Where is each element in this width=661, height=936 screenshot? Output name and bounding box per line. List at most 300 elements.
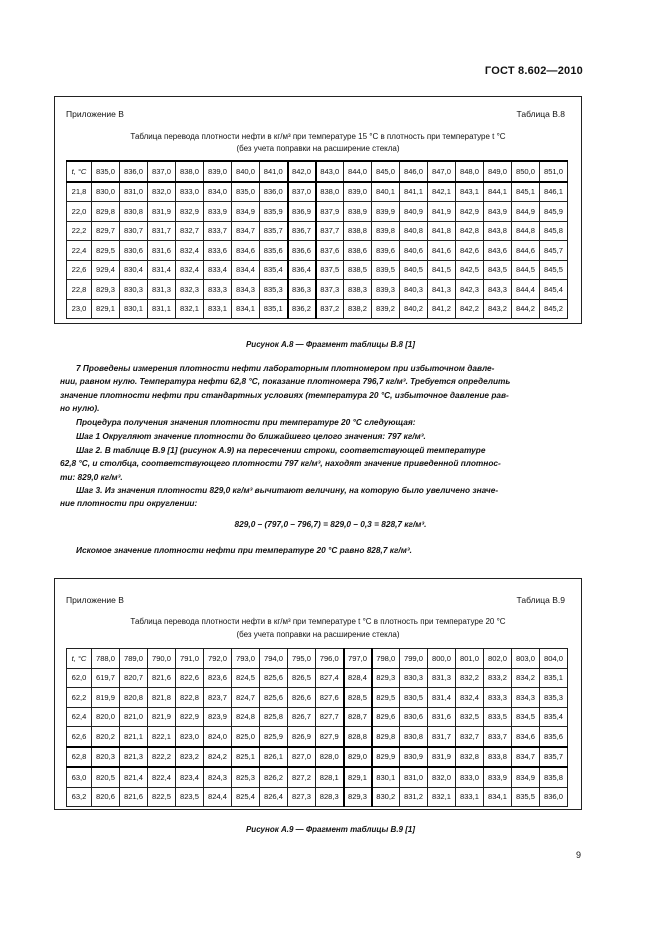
table-cell: 839,2: [372, 299, 400, 319]
table-cell: 840,2: [400, 299, 428, 319]
table-cell: 828,8: [344, 727, 372, 747]
table-cell: 829,5: [92, 241, 120, 261]
table-header-cell: 846,0: [400, 161, 428, 182]
table-header-cell: 849,0: [484, 161, 512, 182]
table-cell: 830,6: [120, 241, 148, 261]
table-cell: 843,6: [484, 241, 512, 261]
table-cell: 831,6: [428, 707, 456, 727]
text-line: 62,8 °С, и столбца, соответствующего плотности 797 кг/м³, находят значение приведенной плотнос-: [60, 458, 501, 469]
table-cell: 832,0: [148, 182, 176, 202]
table-cell: 824,3: [204, 767, 232, 787]
table-cell: 929,4: [92, 260, 120, 280]
table-cell: 845,1: [512, 182, 540, 202]
table-cell: 827,3: [288, 787, 316, 807]
table-cell: 838,9: [344, 202, 372, 222]
paragraph-7: [60, 362, 581, 415]
table-cell: 820,0: [92, 707, 120, 727]
table-row: [67, 668, 568, 688]
table-cell: 835,6: [260, 241, 288, 261]
table-cell: 833,2: [484, 668, 512, 688]
table-cell: 826,1: [260, 747, 288, 768]
figure-title: Рисунок А.8 — Фрагмент таблицы В.8 [1]: [245, 340, 416, 349]
table-cell: 826,9: [288, 727, 316, 747]
table-cell: 22,2: [67, 221, 92, 241]
table-cell: 833,4: [204, 260, 232, 280]
table-cell: 831,9: [428, 747, 456, 768]
table-cell: 841,3: [428, 280, 456, 300]
table-cell: 832,5: [456, 707, 484, 727]
table-cell: 846,1: [540, 182, 568, 202]
table-header-cell: 802,0: [484, 649, 512, 669]
table-cell: 833,8: [484, 747, 512, 768]
table-cell: 832,7: [456, 727, 484, 747]
table-cell: 821,6: [120, 787, 148, 807]
table-cell: 836,3: [288, 280, 316, 300]
table-cell: 819,9: [92, 688, 120, 708]
table-cell: 842,9: [456, 202, 484, 222]
table-cell: 842,5: [456, 260, 484, 280]
table-cell: 843,8: [484, 221, 512, 241]
table-cell: 831,9: [148, 202, 176, 222]
table-cell: 829,1: [344, 767, 372, 787]
table-cell: 831,0: [120, 182, 148, 202]
table-cell: 838,5: [344, 260, 372, 280]
table-cell: 836,2: [288, 299, 316, 319]
table-cell: 841,9: [428, 202, 456, 222]
table-row: [67, 299, 568, 319]
table-cell: 844,9: [512, 202, 540, 222]
table-cell: 836,0: [260, 182, 288, 202]
appendix-label: Приложение В: [66, 595, 124, 605]
table-cell: 842,2: [456, 299, 484, 319]
table-cell: 831,6: [148, 241, 176, 261]
table-cell: 843,9: [484, 202, 512, 222]
table-header-cell: 841,0: [260, 161, 288, 182]
table-header-row: [67, 649, 568, 669]
table-cell: 843,3: [484, 280, 512, 300]
table-cell: 823,5: [176, 787, 204, 807]
table-cell: 829,5: [372, 688, 400, 708]
text-line: Процедура получения значения плотности при температуре 20 °С следующая:: [76, 417, 416, 427]
table-cell: 834,9: [232, 202, 260, 222]
table-cell: 828,7: [344, 707, 372, 727]
table-row: [67, 260, 568, 280]
table-row: [67, 747, 568, 768]
table-cell: 831,3: [148, 280, 176, 300]
table-header-cell: 803,0: [512, 649, 540, 669]
table-cell: 835,4: [260, 260, 288, 280]
table-cell: 831,0: [400, 767, 428, 787]
table-cell: 838,3: [344, 280, 372, 300]
table-cell: 835,1: [260, 299, 288, 319]
table-header-cell: 851,0: [540, 161, 568, 182]
table-cell: 838,6: [344, 241, 372, 261]
table-cell: 21,8: [67, 182, 92, 202]
table-cell: 833,5: [484, 707, 512, 727]
density-table-b9: [66, 648, 568, 807]
table-cell: 831,4: [148, 260, 176, 280]
table-cell: 828,4: [344, 668, 372, 688]
table-cell: 824,5: [232, 668, 260, 688]
table-cell: 833,3: [204, 280, 232, 300]
table-cell: 836,4: [288, 260, 316, 280]
table-cell: 820,7: [120, 668, 148, 688]
table-cell: 837,3: [316, 280, 344, 300]
table-cell: 844,5: [512, 260, 540, 280]
table-cell: 834,0: [204, 182, 232, 202]
table-cell: 822,8: [176, 688, 204, 708]
table-cell: 829,3: [344, 787, 372, 807]
table-cell: 832,7: [176, 221, 204, 241]
table-cell: 22,0: [67, 202, 92, 222]
table-header-cell: 795,0: [288, 649, 316, 669]
table-cell: 822,9: [176, 707, 204, 727]
table-cell: 832,0: [428, 767, 456, 787]
table-header-row: [67, 161, 568, 182]
table-header-cell: 790,0: [148, 649, 176, 669]
table-cell: 826,6: [288, 688, 316, 708]
table-header-cell: 799,0: [400, 649, 428, 669]
table-cell: 821,6: [148, 668, 176, 688]
table-cell: 821,0: [120, 707, 148, 727]
table-header-cell: 789,0: [120, 649, 148, 669]
table-cell: 826,2: [260, 767, 288, 787]
table-cell: 836,9: [288, 202, 316, 222]
table-cell: 841,8: [428, 221, 456, 241]
table-row: [67, 707, 568, 727]
text-line: но нулю).: [60, 402, 100, 413]
table-cell: 820,2: [92, 727, 120, 747]
table-header-cell: 800,0: [428, 649, 456, 669]
table-row: [67, 202, 568, 222]
table-cell: 22,8: [67, 280, 92, 300]
table-row: [67, 280, 568, 300]
result-paragraph: [60, 544, 581, 557]
table-row: [67, 688, 568, 708]
table-cell: 836,6: [288, 241, 316, 261]
table-cell: 837,0: [288, 182, 316, 202]
table-cell: 821,3: [120, 747, 148, 768]
table-cell: 833,9: [204, 202, 232, 222]
table-cell: 835,5: [512, 787, 540, 807]
table-cell: 833,1: [204, 299, 232, 319]
table-header-cell: 794,0: [260, 649, 288, 669]
table-header-cell: 845,0: [372, 161, 400, 182]
table-header-cell: t, °С: [67, 161, 92, 182]
table-cell: 829,6: [372, 707, 400, 727]
density-table-b8: [66, 160, 568, 319]
table-cell: 827,7: [316, 707, 344, 727]
table-cell: 827,6: [316, 688, 344, 708]
table-label: Таблица В.8: [516, 109, 565, 119]
table-cell: 820,8: [120, 688, 148, 708]
table-cell: 62,0: [67, 668, 92, 688]
table-cell: 840,5: [400, 260, 428, 280]
table-cell: 821,8: [148, 688, 176, 708]
table-cell: 843,5: [484, 260, 512, 280]
text-line: 7 Проведены измерения плотности нефти лабораторным плотномером при избыточном давле-: [76, 363, 495, 373]
table-cell: 830,1: [372, 767, 400, 787]
table-label: Таблица В.9: [516, 595, 565, 605]
table-cell: 833,6: [204, 241, 232, 261]
table-cell: 834,7: [512, 747, 540, 768]
table-cell: 835,6: [540, 727, 568, 747]
text-line: нии, равном нулю. Температура нефти 62,8 °С, показание плотномера 796,7 кг/м³. Требуется определить: [60, 376, 511, 387]
table-caption-note: (без учета поправки на расширение стекла): [236, 630, 400, 639]
table-cell: 837,5: [316, 260, 344, 280]
table-cell: 825,6: [260, 688, 288, 708]
table-cell: 831,7: [428, 727, 456, 747]
table-cell: 832,4: [176, 241, 204, 261]
table-caption: Таблица перевода плотности нефти в кг/м³ при температуре 15 °С в плотность при температуре t °С: [130, 132, 506, 141]
table-row: [67, 241, 568, 261]
table-cell: 840,3: [400, 280, 428, 300]
table-cell: 835,3: [260, 280, 288, 300]
table-cell: 823,7: [204, 688, 232, 708]
figure-title: Рисунок А.9 — Фрагмент таблицы В.9 [1]: [245, 825, 416, 834]
table-cell: 836,0: [540, 787, 568, 807]
table-cell: 831,2: [400, 787, 428, 807]
table-cell: 832,1: [428, 787, 456, 807]
table-cell: 828,1: [316, 767, 344, 787]
table-cell: 834,6: [232, 241, 260, 261]
table-cell: 63,0: [67, 767, 92, 787]
table-cell: 834,5: [512, 707, 540, 727]
table-cell: 820,3: [92, 747, 120, 768]
table-cell: 837,9: [316, 202, 344, 222]
table-cell: 834,1: [232, 299, 260, 319]
table-cell: 829,7: [92, 221, 120, 241]
table-cell: 825,6: [260, 668, 288, 688]
table-cell: 838,0: [316, 182, 344, 202]
table-header-cell: 801,0: [456, 649, 484, 669]
table-cell: 822,2: [148, 747, 176, 768]
table-cell: 845,2: [540, 299, 568, 319]
table-cell: 835,3: [540, 688, 568, 708]
table-cell: 842,8: [456, 221, 484, 241]
table-cell: 841,2: [428, 299, 456, 319]
table-cell: 824,8: [232, 707, 260, 727]
table-cell: 834,1: [484, 787, 512, 807]
table-row: [67, 767, 568, 787]
paragraph-step2: [60, 444, 581, 484]
table-cell: 843,2: [484, 299, 512, 319]
table-cell: 829,8: [92, 202, 120, 222]
table-cell: 22,4: [67, 241, 92, 261]
table-cell: 837,6: [316, 241, 344, 261]
table-header-cell: 842,0: [288, 161, 316, 182]
table-cell: 823,6: [204, 668, 232, 688]
table-cell: 830,4: [120, 260, 148, 280]
table-cell: 838,8: [344, 221, 372, 241]
text-line: Искомое значение плотности нефти при температуре 20 °С равно 828,7 кг/м³.: [76, 545, 412, 555]
table-cell: 835,7: [260, 221, 288, 241]
text-line: ти: 829,0 кг/м³.: [60, 471, 123, 482]
table-cell: 845,7: [540, 241, 568, 261]
page-number: 9: [575, 850, 581, 860]
table-cell: 826,5: [288, 668, 316, 688]
table-header-cell: 844,0: [344, 161, 372, 182]
table-cell: 830,6: [400, 707, 428, 727]
table-cell: 825,1: [232, 747, 260, 768]
table-cell: 845,9: [540, 202, 568, 222]
table-header-cell: 850,0: [512, 161, 540, 182]
table-header-cell: 804,0: [540, 649, 568, 669]
table-header-cell: t, °С: [67, 649, 92, 669]
table-cell: 825,4: [232, 787, 260, 807]
paragraph-step3: [60, 484, 581, 511]
table-header-cell: 798,0: [372, 649, 400, 669]
table-cell: 834,7: [232, 221, 260, 241]
formula: 829,0 – (797,0 – 796,7) = 829,0 – 0,3 = 828,7 кг/м³.: [234, 519, 427, 529]
table-cell: 829,8: [372, 727, 400, 747]
table-cell: 822,4: [148, 767, 176, 787]
table-cell: 844,1: [484, 182, 512, 202]
table-cell: 844,4: [512, 280, 540, 300]
table-cell: 22,6: [67, 260, 92, 280]
table-cell: 824,7: [232, 688, 260, 708]
table-cell: 834,4: [232, 260, 260, 280]
table-cell: 844,8: [512, 221, 540, 241]
table-cell: 827,2: [288, 767, 316, 787]
table-cell: 825,3: [232, 767, 260, 787]
table-cell: 832,4: [176, 260, 204, 280]
figure-a8: [54, 96, 582, 324]
table-cell: 843,1: [456, 182, 484, 202]
table-header-cell: 847,0: [428, 161, 456, 182]
table-cell: 833,9: [484, 767, 512, 787]
table-cell: 834,6: [512, 727, 540, 747]
table-cell: 830,2: [372, 787, 400, 807]
table-cell: 822,5: [148, 787, 176, 807]
table-cell: 834,2: [512, 668, 540, 688]
table-cell: 829,3: [372, 668, 400, 688]
table-cell: 834,3: [512, 688, 540, 708]
table-cell: 833,0: [176, 182, 204, 202]
table-cell: 841,5: [428, 260, 456, 280]
table-cell: 832,8: [456, 747, 484, 768]
table-header-cell: 793,0: [232, 649, 260, 669]
paragraph-procedure: [60, 416, 581, 429]
table-cell: 828,5: [344, 688, 372, 708]
table-cell: 831,1: [148, 299, 176, 319]
table-cell: 827,4: [316, 668, 344, 688]
table-cell: 826,7: [288, 707, 316, 727]
table-cell: 831,7: [148, 221, 176, 241]
paragraph-step1: [60, 430, 581, 443]
table-cell: 832,4: [456, 688, 484, 708]
table-cell: 824,0: [204, 727, 232, 747]
table-cell: 821,1: [120, 727, 148, 747]
table-row: [67, 221, 568, 241]
table-cell: 62,2: [67, 688, 92, 708]
text-line: Шаг 1 Округляют значение плотности до ближайшего целого значения: 797 кг/м³.: [76, 431, 426, 441]
table-row: [67, 182, 568, 202]
table-cell: 823,0: [176, 727, 204, 747]
table-header-cell: 838,0: [176, 161, 204, 182]
figure-a9: [54, 578, 582, 810]
table-cell: 619,7: [92, 668, 120, 688]
table-header-cell: 839,0: [204, 161, 232, 182]
table-header-cell: 835,0: [92, 161, 120, 182]
table-cell: 832,1: [176, 299, 204, 319]
table-cell: 832,3: [176, 280, 204, 300]
table-cell: 837,7: [316, 221, 344, 241]
table-caption-note: (без учета поправки на расширение стекла): [236, 144, 400, 153]
table-cell: 830,7: [120, 221, 148, 241]
table-cell: 830,3: [400, 668, 428, 688]
table-cell: 842,6: [456, 241, 484, 261]
table-header-cell: 837,0: [148, 161, 176, 182]
table-header-cell: 797,0: [344, 649, 372, 669]
table-cell: 23,0: [67, 299, 92, 319]
table-cell: 837,2: [316, 299, 344, 319]
table-cell: 820,5: [92, 767, 120, 787]
table-cell: 844,2: [512, 299, 540, 319]
table-cell: 830,5: [400, 688, 428, 708]
table-cell: 827,9: [316, 727, 344, 747]
table-cell: 840,1: [372, 182, 400, 202]
table-cell: 62,8: [67, 747, 92, 768]
table-cell: 835,7: [540, 747, 568, 768]
table-cell: 830,9: [400, 747, 428, 768]
table-header-cell: 840,0: [232, 161, 260, 182]
table-cell: 821,9: [148, 707, 176, 727]
table-cell: 834,3: [232, 280, 260, 300]
table-cell: 839,8: [372, 221, 400, 241]
text-line: Шаг 2. В таблице В.9 [1] (рисунок А.9) на пересечении строки, соответствующей температуре: [76, 445, 486, 455]
table-cell: 842,3: [456, 280, 484, 300]
table-cell: 823,9: [204, 707, 232, 727]
table-cell: 835,9: [260, 202, 288, 222]
table-cell: 844,6: [512, 241, 540, 261]
table-cell: 833,0: [456, 767, 484, 787]
table-header-cell: 788,0: [92, 649, 120, 669]
table-cell: 839,5: [372, 260, 400, 280]
table-cell: 833,7: [204, 221, 232, 241]
table-cell: 830,1: [120, 299, 148, 319]
table-cell: 839,6: [372, 241, 400, 261]
table-cell: 825,0: [232, 727, 260, 747]
table-cell: 841,1: [400, 182, 428, 202]
table-cell: 830,0: [92, 182, 120, 202]
table-cell: 845,4: [540, 280, 568, 300]
table-cell: 835,4: [540, 707, 568, 727]
table-cell: 827,0: [288, 747, 316, 768]
table-cell: 840,6: [400, 241, 428, 261]
table-cell: 828,0: [316, 747, 344, 768]
table-row: [67, 787, 568, 807]
table-cell: 838,2: [344, 299, 372, 319]
table-header-cell: 796,0: [316, 649, 344, 669]
table-cell: 830,8: [120, 202, 148, 222]
table-cell: 829,0: [344, 747, 372, 768]
table-cell: 829,9: [372, 747, 400, 768]
text-line: значение плотности нефти при стандартных условиях (температура 20 °С, избыточное давление рав-: [60, 389, 509, 400]
table-cell: 822,6: [176, 668, 204, 688]
table-caption: Таблица перевода плотности нефти в кг/м³ при температуре t °С в плотность при температуре 20 °С: [130, 617, 506, 626]
table-header-cell: 836,0: [120, 161, 148, 182]
table-header-cell: 848,0: [456, 161, 484, 182]
text-line: ние плотности при округлении:: [60, 498, 198, 509]
table-cell: 828,3: [316, 787, 344, 807]
table-cell: 845,8: [540, 221, 568, 241]
table-cell: 842,1: [428, 182, 456, 202]
table-cell: 63,2: [67, 787, 92, 807]
table-row: [67, 727, 568, 747]
table-cell: 839,9: [372, 202, 400, 222]
table-cell: 833,7: [484, 727, 512, 747]
